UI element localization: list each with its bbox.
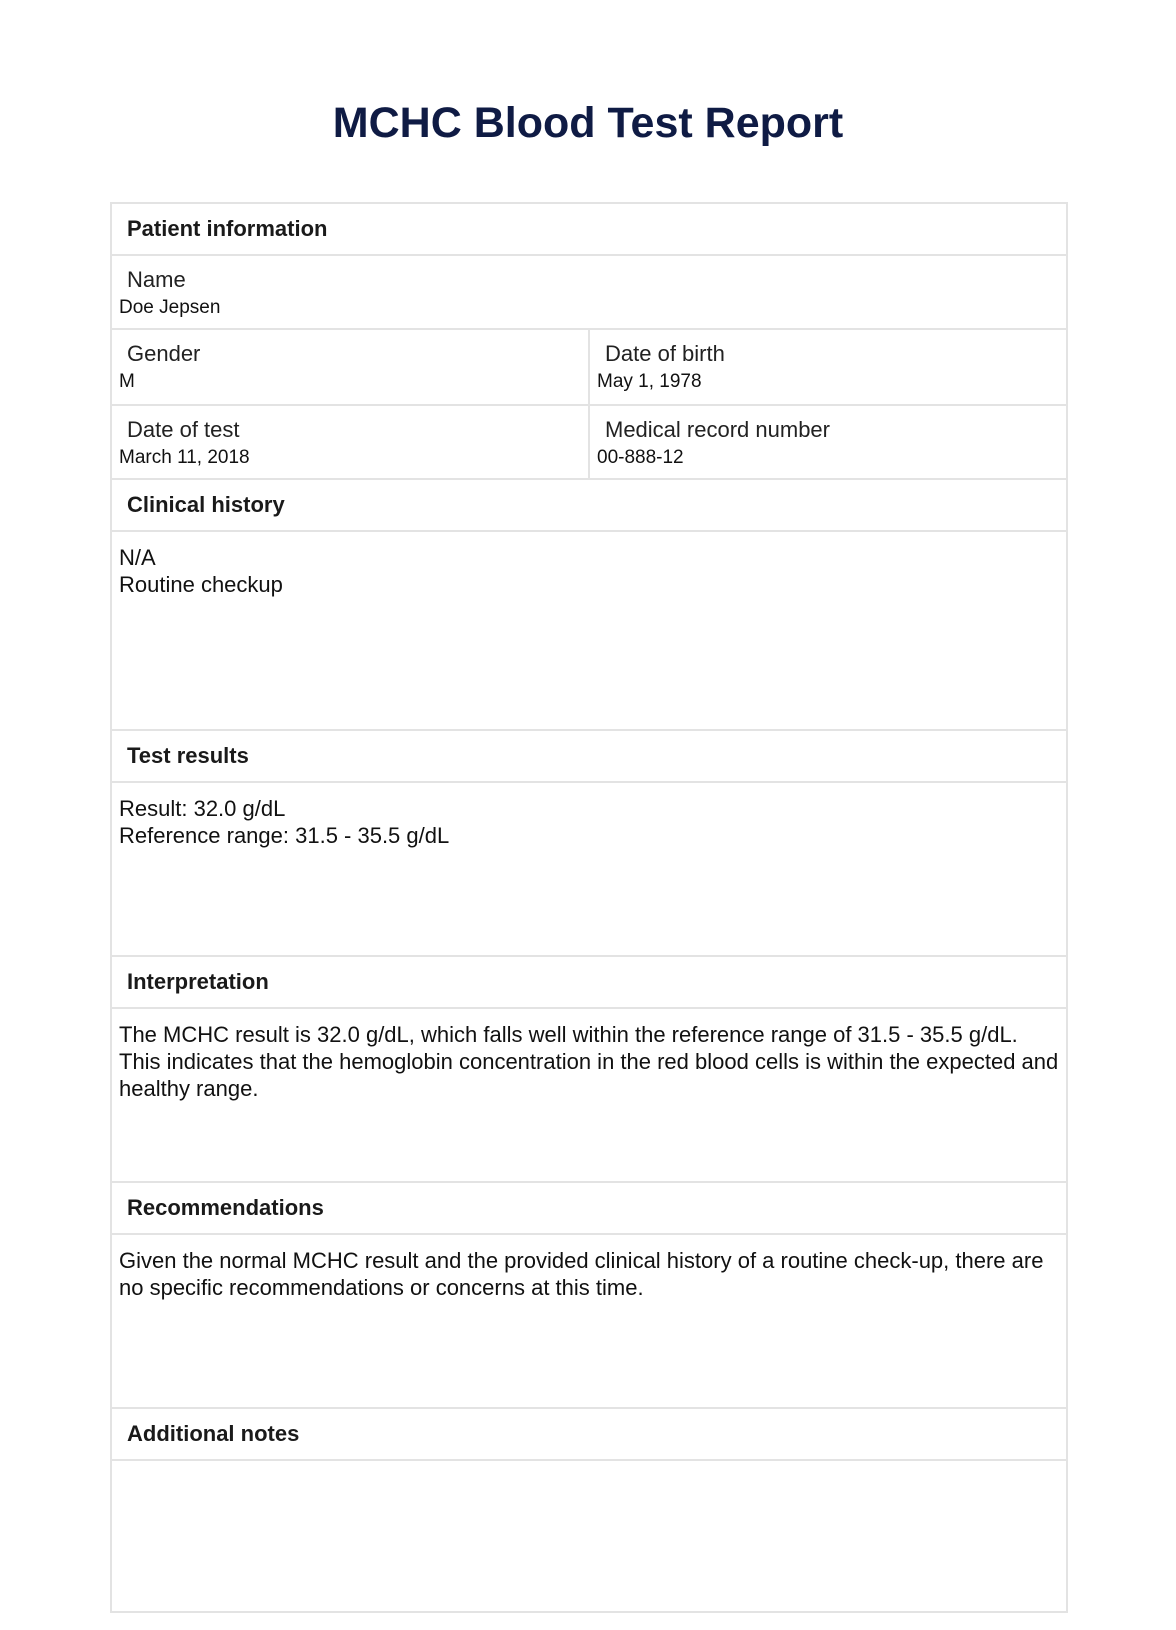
report-form: [110, 202, 1068, 1613]
dob-label: Date of birth: [605, 341, 725, 366]
gender-dob-row: [112, 330, 1066, 406]
additional-notes-header-row: [112, 1409, 1066, 1461]
dob-value: May 1, 1978: [597, 371, 702, 392]
test-results-heading: Test results: [127, 743, 249, 768]
recommendations-header-row: [112, 1183, 1066, 1235]
interpretation-heading: Interpretation: [127, 969, 269, 994]
clinical-history-header-row: [112, 480, 1066, 532]
additional-notes-field[interactable]: [112, 1461, 1066, 1611]
reference-range-line: Reference range: 31.5 - 35.5 g/dL: [119, 823, 450, 848]
test-results-header-row: [112, 731, 1066, 783]
clinical-history-body-row: [112, 532, 1066, 731]
mrn-label: Medical record number: [605, 417, 830, 442]
test-date-label: Date of test: [127, 417, 240, 442]
clinical-history-heading: Clinical history: [127, 492, 285, 517]
interpretation-field[interactable]: [112, 1009, 1066, 1181]
page-title: MCHC Blood Test Report: [332, 99, 844, 147]
test-date-mrn-row: [112, 406, 1066, 480]
clinical-history-line: N/A: [119, 545, 156, 570]
name-row: [112, 256, 1066, 330]
clinical-history-field[interactable]: [112, 532, 1066, 729]
test-results-field[interactable]: [112, 783, 1066, 955]
gender-label: Gender: [127, 341, 201, 366]
test-date-value: March 11, 2018: [119, 447, 250, 468]
additional-notes-body-row: [112, 1461, 1066, 1611]
interpretation-text: The MCHC result is 32.0 g/dL, which falls well within the reference range of 31.5 - 35.5 g/dL. This indicates that the hemoglobin concentration in the red blood cells is within the expected and healthy range.: [119, 1022, 1059, 1101]
mrn-field[interactable]: [588, 406, 1066, 478]
gender-field[interactable]: [112, 330, 588, 404]
interpretation-header-row: [112, 957, 1066, 1009]
recommendations-text: Given the normal MCHC result and the provided clinical history of a routine check-up, there are no specific recommendations or concerns at this time.: [119, 1248, 1044, 1300]
recommendations-heading: Recommendations: [127, 1195, 324, 1220]
additional-notes-heading: Additional notes: [127, 1421, 300, 1446]
test-date-field[interactable]: [112, 406, 588, 478]
name-label: Name: [127, 267, 186, 292]
test-result-line: Result: 32.0 g/dL: [119, 796, 286, 821]
patient-info-header-row: [112, 204, 1066, 256]
clinical-history-line: Routine checkup: [119, 572, 283, 597]
interpretation-body-row: [112, 1009, 1066, 1183]
recommendations-body-row: [112, 1235, 1066, 1409]
patient-info-heading: Patient information: [127, 216, 328, 241]
name-value: Doe Jepsen: [119, 297, 221, 318]
name-field[interactable]: [112, 256, 1066, 328]
gender-value: M: [119, 371, 135, 392]
recommendations-field[interactable]: [112, 1235, 1066, 1407]
mrn-value: 00-888-12: [597, 447, 684, 468]
test-results-body-row: [112, 783, 1066, 957]
dob-field[interactable]: [588, 330, 1066, 404]
